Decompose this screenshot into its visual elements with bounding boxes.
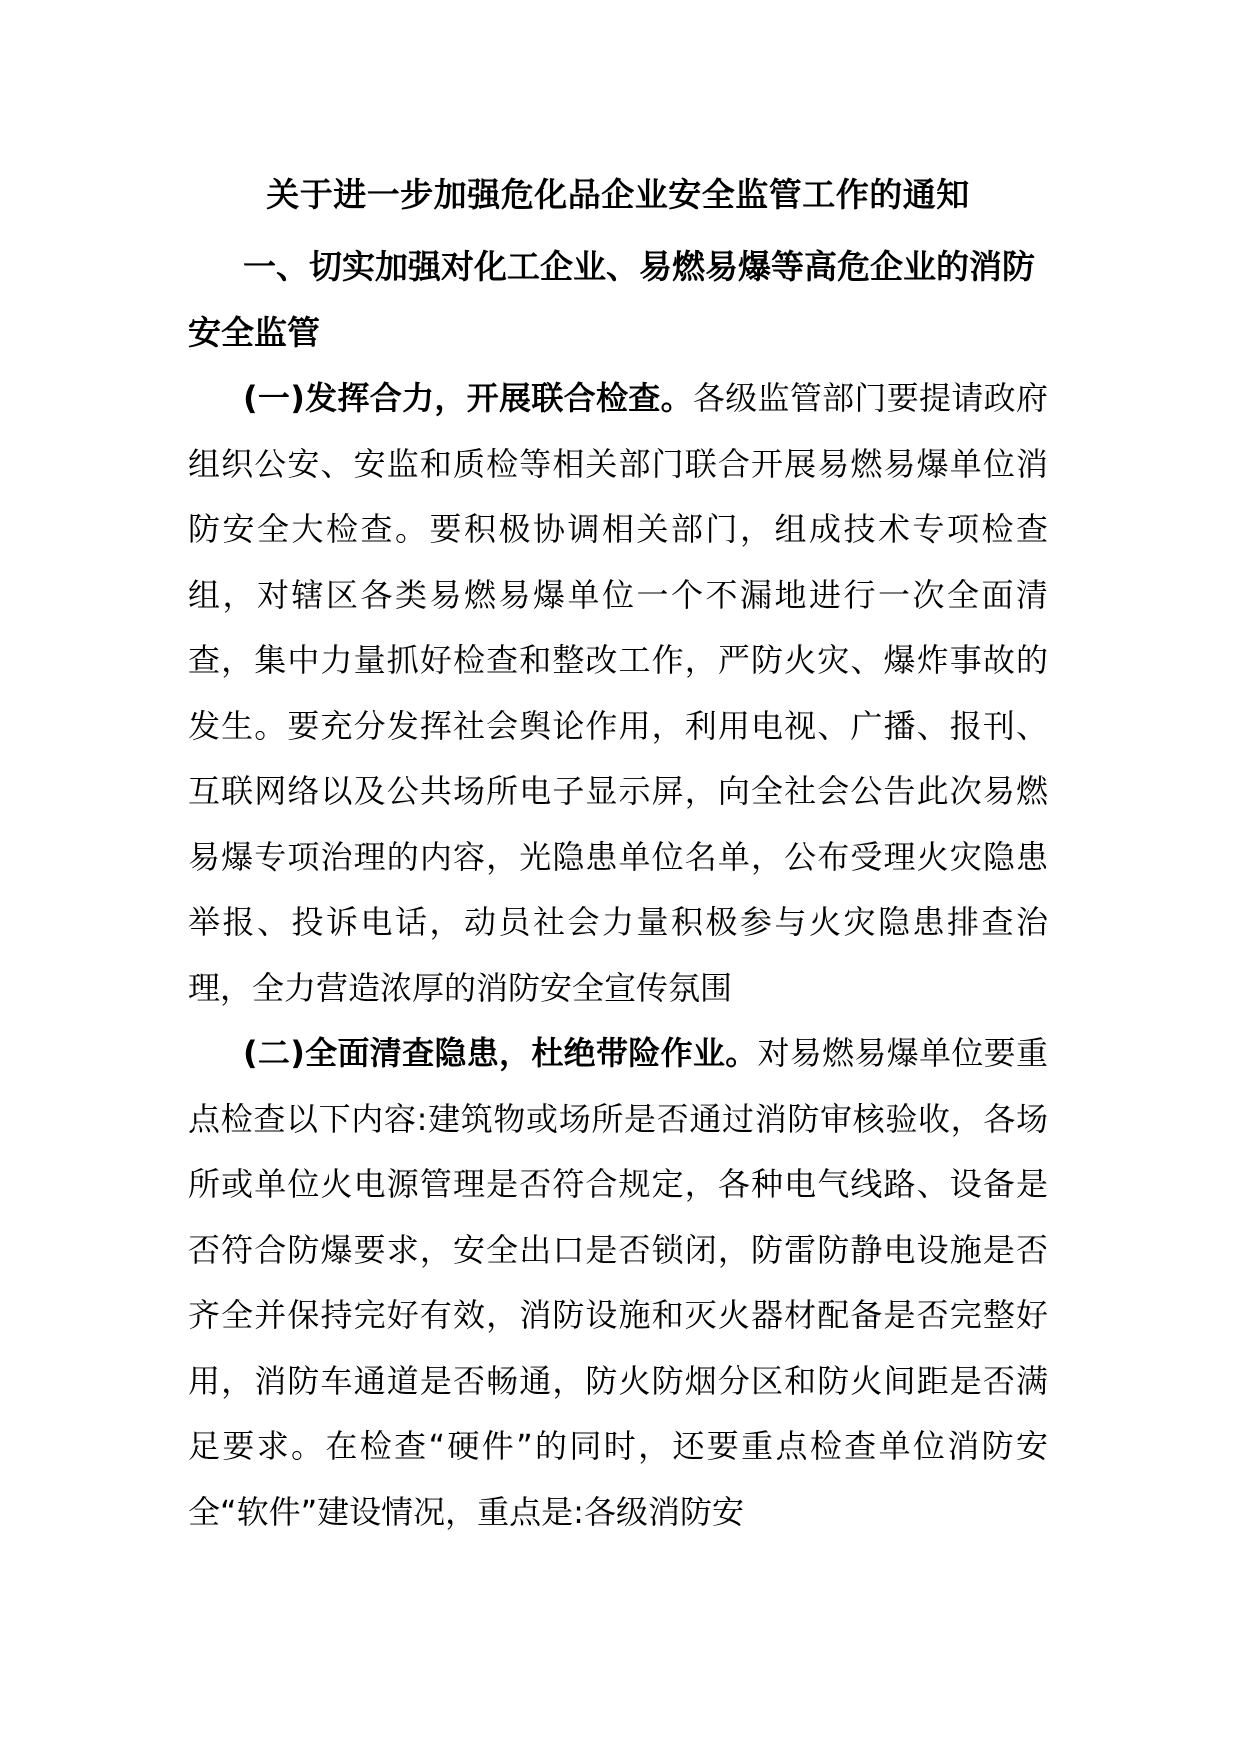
section-heading: 一、切实加强对化工企业、易燃易爆等高危企业的消防安全监管	[188, 247, 1035, 352]
document-title: 关于进一步加强危化品企业安全监管工作的通知	[266, 175, 970, 214]
paragraph-1-body: 各级监管部门要提请政府组织公安、安监和质检等相关部门联合开展易燃易爆单位消防安全大检查。要积极协调相关部门，组成技术专项检查组，对辖区各类易燃易爆单位一个不漏地进行一次全面清查，集中力量抓好检查和整改工作，严防火灾、爆炸事故的发生。要充分发挥社会舆论作用，利用电视、广播、报刊、互联网络以及公共场所电子显示屏，向全社会公告此次易燃易爆专项治理的内容，光隐患单位名单，公布受理火灾隐患举报、投诉电话，动员社会力量积极参与火灾隐患排查治理，全力营造浓厚的消防安全宣传氛围	[188, 379, 1048, 1007]
paragraph-2	[188, 1021, 1048, 1545]
paragraph-1	[188, 366, 1048, 1021]
document-page	[188, 170, 1048, 1545]
paragraph-2-body: 对易燃易爆单位要重点检查以下内容:建筑物或场所是否通过消防审核验收，各场所或单位火电源管理是否符合规定，各种电气线路、设备是否符合防爆要求，安全出口是否锁闭，防雷防静电设施是否齐全并保持完好有效，消防设施和灭火器材配备是否完整好用，消防车通道是否畅通，防火防烟分区和防火间距是否满足要求。在检查“硬件”的同时，还要重点检查单位消防安全“软件”建设情况，重点是:各级消防安	[188, 1034, 1048, 1531]
paragraph-1-lead: (一)发挥合力，开展联合检查。	[243, 379, 693, 417]
paragraph-2-lead: (二)全面清查隐患，杜绝带险作业。	[243, 1034, 758, 1072]
